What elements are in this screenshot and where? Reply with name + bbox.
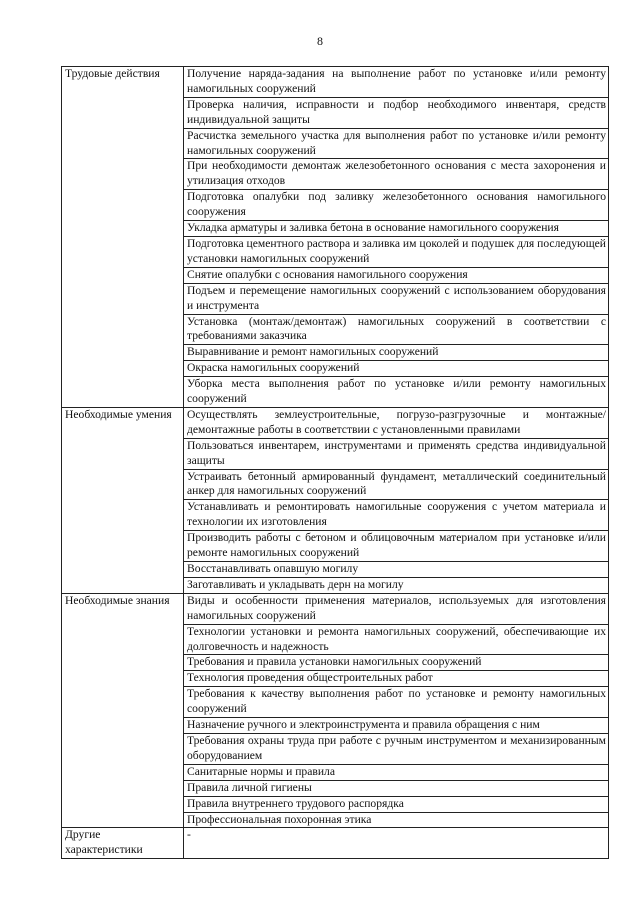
section-item: Требования и правила установки намогильных сооружений: [184, 655, 609, 671]
section-item: Требования охраны труда при работе с ручным инструментом и механизированным оборудованием: [184, 733, 609, 764]
section-item: -: [184, 828, 609, 859]
section-item: Подъем и перемещение намогильных сооружений с использованием оборудования и инструмента: [184, 283, 609, 314]
section-item: Расчистка земельного участка для выполнения работ по установке и/или ремонту намогильных сооружений: [184, 128, 609, 159]
table-row: [62, 67, 609, 98]
section-item: Установка (монтаж/демонтаж) намогильных сооружений в соответствии с требованиями заказчика: [184, 314, 609, 345]
table-row: [62, 407, 609, 438]
section-item: Виды и особенности применения материалов, используемых для изготовления намогильных сооружений: [184, 593, 609, 624]
section-item: Правила личной гигиены: [184, 780, 609, 796]
section-item: Назначение ручного и электроинструмента и правила обращения с ним: [184, 718, 609, 734]
section-item: Требования к качеству выполнения работ по установке и ремонту намогильных сооружений: [184, 687, 609, 718]
table-row: [62, 828, 609, 859]
section-item: Подготовка цементного раствора и заливка им цоколей и подушек для последующей установки намогильных сооружений: [184, 236, 609, 267]
section-item: Устраивать бетонный армированный фундамент, металлический соединительный анкер для намогильных сооружений: [184, 469, 609, 500]
section-label: Другие характеристики: [62, 828, 184, 859]
section-item: Технологии установки и ремонта намогильных сооружений, обеспечивающие их долговечность и надежность: [184, 624, 609, 655]
section-item: Уборка места выполнения работ по установке и/или ремонту намогильных сооружений: [184, 377, 609, 408]
section-item: Восстанавливать опавшую могилу: [184, 562, 609, 578]
table-row: [62, 593, 609, 624]
section-item: Производить работы с бетоном и облицовочным материалом при установке и/или ремонте намогильных сооружений: [184, 531, 609, 562]
section-item: Снятие опалубки с основания намогильного сооружения: [184, 267, 609, 283]
section-item: Подготовка опалубки под заливку железобетонного основания намогильного сооружения: [184, 190, 609, 221]
section-item: Заготавливать и укладывать дерн на могилу: [184, 577, 609, 593]
section-label: Трудовые действия: [62, 67, 184, 408]
section-item: Выравнивание и ремонт намогильных сооружений: [184, 345, 609, 361]
section-item: Пользоваться инвентарем, инструментами и применять средства индивидуальной защиты: [184, 438, 609, 469]
characteristics-table: [61, 66, 609, 859]
section-item: Устанавливать и ремонтировать намогильные сооружения с учетом материала и технологии их изготовления: [184, 500, 609, 531]
section-label: Необходимые знания: [62, 593, 184, 828]
section-item: Окраска намогильных сооружений: [184, 361, 609, 377]
page-number: 8: [317, 34, 323, 48]
section-item: Осуществлять землеустроительные, погрузо-разгрузочные и монтажные/демонтажные работы в соответствии с установленными правилами: [184, 407, 609, 438]
section-item: Получение наряда-задания на выполнение работ по установке и/или ремонту намогильных сооружений: [184, 67, 609, 98]
section-item: Технология проведения общестроительных работ: [184, 671, 609, 687]
section-item: При необходимости демонтаж железобетонного основания с места захоронения и утилизация отходов: [184, 159, 609, 190]
section-item: Укладка арматуры и заливка бетона в основание намогильного сооружения: [184, 221, 609, 237]
section-label: Необходимые умения: [62, 407, 184, 593]
table-body: [62, 67, 609, 859]
section-item: Проверка наличия, исправности и подбор необходимого инвентаря, средств индивидуальной защиты: [184, 97, 609, 128]
section-item: Санитарные нормы и правила: [184, 764, 609, 780]
section-item: Профессиональная похоронная этика: [184, 812, 609, 828]
section-item: Правила внутреннего трудового распорядка: [184, 796, 609, 812]
